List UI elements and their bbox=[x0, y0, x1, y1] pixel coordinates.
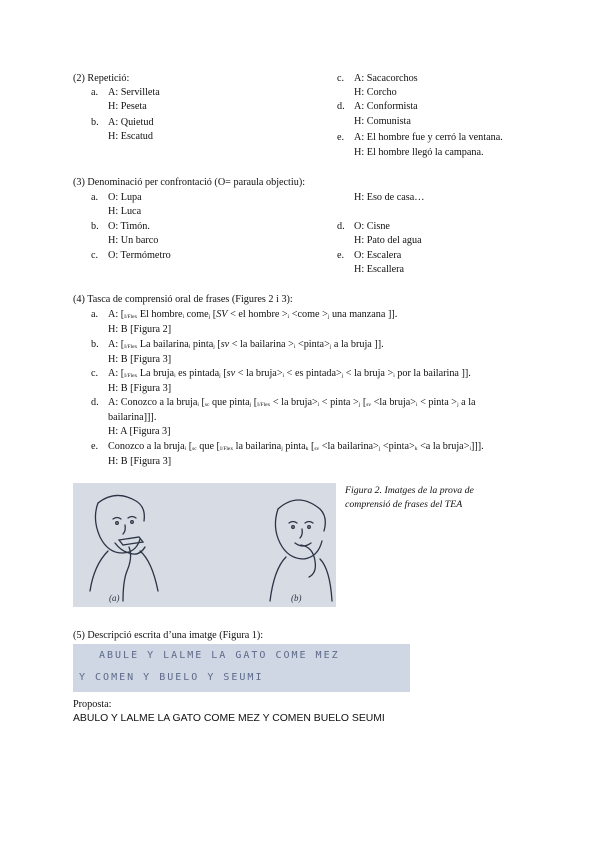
s2-e-line2: H: El hombre llegó la campana. bbox=[354, 147, 484, 158]
s3-e-line1: O: Escalera bbox=[354, 250, 402, 261]
s4-e-marker: e. bbox=[91, 441, 99, 452]
s3-b-line1: O: Timón. bbox=[108, 221, 150, 232]
handwriting-sample bbox=[73, 644, 410, 692]
s2-a-marker: a. bbox=[91, 87, 99, 98]
figure-2-image bbox=[73, 483, 336, 607]
s3-a-marker: a. bbox=[91, 192, 99, 203]
s4-b-marker: b. bbox=[91, 339, 99, 350]
s4-title: (4) Tasca de comprensió oral de frases (Figures 2 i 3): bbox=[73, 294, 293, 305]
s4-a-marker: a. bbox=[91, 309, 99, 320]
s3-a-line1: O: Lupa bbox=[108, 192, 142, 203]
s4-c-line2: H: B [Figura 3] bbox=[108, 383, 172, 394]
s3-title: (3) Denominació per confrontació (O= paraula objectiu): bbox=[73, 177, 306, 188]
figure-2-label-a: (a) bbox=[109, 593, 120, 603]
proposta-label: Proposta: bbox=[73, 699, 112, 710]
s4-a-speaker: A: bbox=[108, 309, 119, 320]
s2-b-marker: b. bbox=[91, 117, 99, 128]
s3-e-line2: H: Escallera bbox=[354, 264, 405, 275]
s3-right-top: H: Eso de casa… bbox=[354, 192, 425, 203]
s4-d-line1: A: Conozco a la brujai [sc que pintaj [I/Flex < la bruja>i < pinta >j [sv <la bruja>i < pinta >j a la bbox=[108, 397, 476, 408]
s4-a-line1: A: [I/Flex El hombrei comej [SV < el hombre >i <come >j una manzana ]]. bbox=[108, 309, 398, 320]
figure-2-caption-line2: comprensió de frases del TEA bbox=[345, 499, 463, 510]
s4-e-line1: Conozco a la brujai [sc que [I/Flex la bailarinaj pintak [sv <la bailarina>j <pinta>k <a la bruja>i]]]. bbox=[108, 441, 484, 452]
s4-d-line3: H: A [Figura 3] bbox=[108, 426, 171, 437]
proposta-text: ABULO Y LALME LA GATO COME MEZ Y COMEN BUELO SEUMI bbox=[73, 713, 385, 724]
figure-2-label-b: (b) bbox=[291, 593, 302, 603]
s4-c-line1: A: [I/Flex La brujai es pintadaj [sv < la bruja>i < es pintada>j < la bruja >i por la bailarina ]]. bbox=[108, 368, 471, 379]
s4-b-line1: A: [I/Flex La bailarinai pintaj [sv < la bailarina >i <pinta>j a la bruja ]]. bbox=[108, 339, 384, 350]
s2-c-line2: H: Corcho bbox=[354, 87, 397, 98]
s2-a-line1: A: Servilleta bbox=[108, 87, 160, 98]
s3-b-marker: b. bbox=[91, 221, 99, 232]
s3-d-line2: H: Pato del agua bbox=[354, 235, 422, 246]
s4-b-line2: H: B [Figura 3] bbox=[108, 354, 172, 365]
s4-e-line2: H: B [Figura 3] bbox=[108, 456, 172, 467]
s4-c-marker: c. bbox=[91, 368, 99, 379]
s2-e-line1: A: El hombre fue y cerró la ventana. bbox=[354, 132, 503, 143]
s3-d-marker: d. bbox=[337, 221, 345, 232]
figure-2-caption-line1: Figura 2. Imatges de la prova de bbox=[345, 485, 474, 496]
s4-d-line2: bailarina]]]. bbox=[108, 412, 157, 423]
s3-e-marker: e. bbox=[337, 250, 345, 261]
handwriting-line1: ABULE Y LALME LA GATO COME MEZ bbox=[99, 650, 340, 661]
s5-title: (5) Descripció escrita d’una imatge (Figura 1): bbox=[73, 630, 264, 641]
s2-d-marker: d. bbox=[337, 101, 345, 112]
s4-d-marker: d. bbox=[91, 397, 99, 408]
s4-a-line2: H: B [Figura 2] bbox=[108, 324, 172, 335]
handwriting-line2: Y COMEN Y BUELO Y SEUMI bbox=[79, 672, 264, 683]
s2-a-line2: H: Peseta bbox=[108, 101, 147, 112]
s3-a-line2: H: Luca bbox=[108, 206, 142, 217]
s3-c-marker: c. bbox=[91, 250, 99, 261]
s2-c-line1: A: Sacacorchos bbox=[354, 73, 418, 84]
s3-d-line1: O: Cisne bbox=[354, 221, 390, 232]
figure-2-drawing bbox=[73, 483, 336, 607]
s3-c-line1: O: Termómetro bbox=[108, 250, 171, 261]
s2-c-marker: c. bbox=[337, 73, 345, 84]
s2-d-line2: H: Comunista bbox=[354, 116, 411, 127]
s2-b-line2: H: Escatud bbox=[108, 131, 153, 142]
s2-title: (2) Repetició: bbox=[73, 73, 130, 84]
s3-b-line2: H: Un barco bbox=[108, 235, 159, 246]
s2-e-marker: e. bbox=[337, 132, 345, 143]
s2-b-line1: A: Quietud bbox=[108, 117, 154, 128]
s2-d-line1: A: Conformista bbox=[354, 101, 418, 112]
